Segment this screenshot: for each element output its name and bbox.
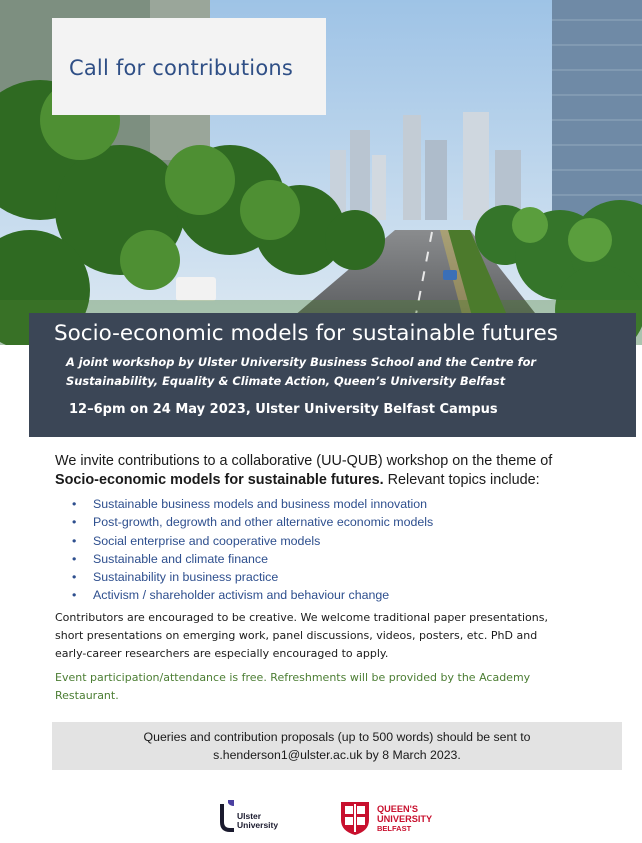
list-item: • Sustainability in business practice <box>72 568 433 586</box>
contributors-line-3: early-career researchers are especially encouraged to apply. <box>55 647 389 660</box>
qub-logo-line-1: QUEEN'S <box>377 804 418 814</box>
queries-box <box>52 722 622 770</box>
event-line-1: Event participation/attendance is free. Refreshments will be provided by the Academy <box>55 671 531 684</box>
title-banner <box>29 313 636 437</box>
workshop-title: Socio-economic models for sustainable futures <box>54 321 558 346</box>
call-for-contributions-box <box>52 18 326 115</box>
queries-line-1: Queries and contribution proposals (up to 500 words) should be sent to <box>143 730 531 744</box>
list-item: • Sustainable business models and business model innovation <box>72 495 433 513</box>
ulster-university-logo <box>218 800 298 836</box>
qub-shield-icon <box>339 800 371 836</box>
intro-theme: Socio-economic models for sustainable futures. <box>55 472 384 488</box>
list-item: • Social enterprise and cooperative models <box>72 532 433 550</box>
subtitle-line-1: A joint workshop by Ulster University Business School and the Centre for <box>66 355 537 369</box>
workshop-date-location: 12–6pm on 24 May 2023, Ulster University Belfast Campus <box>69 402 498 417</box>
intro-line-2 <box>55 471 615 490</box>
qub-logo-line-2: UNIVERSITY <box>377 814 433 824</box>
contributors-line-2: short presentations on emerging work, panel discussions, videos, posters, etc. PhD and <box>55 629 538 642</box>
workshop-subtitle <box>66 353 626 391</box>
contributors-paragraph <box>55 609 625 663</box>
list-item: • Post-growth, degrowth and other alternative economic models <box>72 513 433 531</box>
intro-line-1: We invite contributions to a collaborative (UU-QUB) workshop on the theme of <box>55 453 553 469</box>
intro-paragraph <box>55 452 615 490</box>
queries-email-line[interactable]: s.henderson1@ulster.ac.uk by 8 March 2023. <box>213 748 461 762</box>
list-item: • Sustainable and climate finance <box>72 550 433 568</box>
contributors-line-1: Contributors are encouraged to be creative. We welcome traditional paper presentations, <box>55 611 548 624</box>
ulster-logo-line-2: University <box>237 820 279 830</box>
subtitle-line-2: Sustainability, Equality & Climate Action, Queen’s University Belfast <box>66 374 506 388</box>
qub-logo-line-3: BELFAST <box>377 824 412 833</box>
ulster-u-icon <box>218 800 236 834</box>
event-line-2: Restaurant. <box>55 689 119 702</box>
ulster-logo-line-1: Ulster <box>237 811 262 821</box>
queens-university-belfast-logo <box>339 800 449 836</box>
event-paragraph <box>55 669 615 705</box>
topics-list <box>72 495 433 605</box>
call-for-contributions-heading: Call for contributions <box>69 56 294 80</box>
intro-line-2-rest: Relevant topics include: <box>383 472 540 488</box>
list-item: • Activism / shareholder activism and behaviour change <box>72 586 433 604</box>
